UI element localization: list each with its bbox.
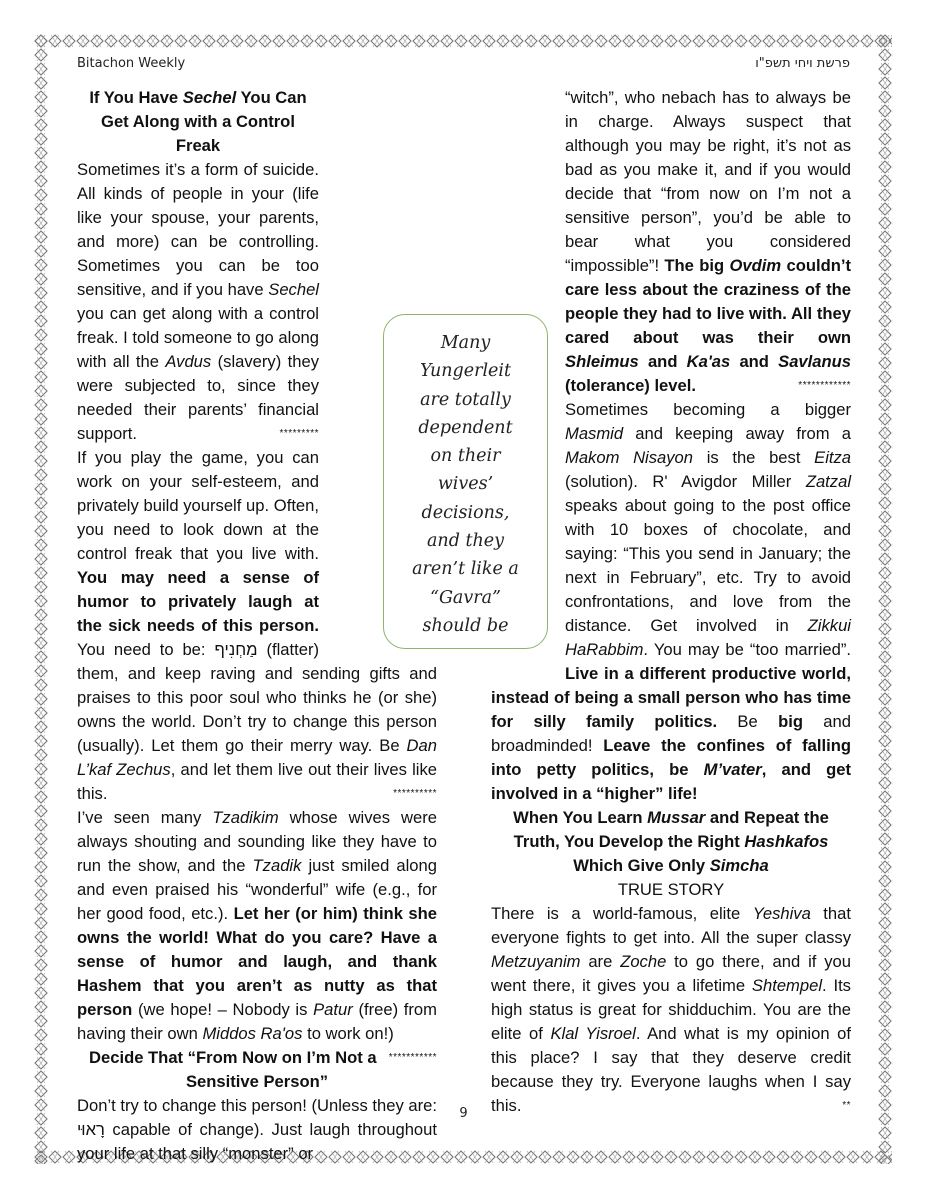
border-pattern-top <box>34 34 892 48</box>
callout-line: on their <box>430 446 501 467</box>
paragraph-intro: Sometimes it’s a form of suicide. All kinds of people in your (life like your spouse, your parents, and more) can be controlling. Sometimes you can be too sensitive, and if you have Sechel you can get along with a control freak. I told someone to go along with all the Avdus (slavery) they were subjected to, since they needed their parents’ financial support. ********* <box>77 158 437 446</box>
section-separator-stars: ************ <box>798 380 851 391</box>
callout-line: are totally <box>420 389 511 410</box>
section-separator-stars: ********* <box>279 428 319 439</box>
paragraph-witch: “witch”, who nebach has to always be in charge. Always suspect that although you may be right, it’s not as bad as you make it, and if you would decide that “from now on I’m not a sensitive person”, you’d be able to bear what you considered “impossible”! The big Ovdim couldn’t care less about the craziness of the people they had to live with. All they cared about was their own Shleimus and Ka'as and Savlanus (tolerance) level. ************ <box>491 86 851 398</box>
pull-quote-callout <box>383 314 548 649</box>
border-pattern-left <box>34 34 48 1164</box>
section-separator-stars: *********** <box>388 1052 437 1063</box>
publication-title: Bitachon Weekly <box>77 56 186 71</box>
callout-line: decisions, <box>421 502 510 523</box>
page-border-left <box>34 34 48 1164</box>
callout-line: Yungerleit <box>419 361 512 382</box>
paragraph-dont-change: Don’t try to change this person! (Unless they are: רָאוּי capable of change). Just laugh throughout your life at that silly “monster” or <box>77 1096 437 1163</box>
callout-line: wives’ <box>437 474 494 495</box>
callout-line: aren’t like a <box>412 559 519 580</box>
subheading-true-story: TRUE STORY <box>617 880 725 899</box>
parsha-title: פרשת ויחי תשפ"ו <box>755 56 850 71</box>
callout-line: Many <box>440 333 491 353</box>
paragraph-masmid: Sometimes becoming a bigger Masmid and keeping away from a Makom Nisayon is the best Eitza (solution). R' Avigdor Miller Zatzal speaks about going to the post office with 10 boxes of chocolate, and saying: “This you send in January; the next in February”, etc. Try to avoid confrontations, and love from the distance. Get involved in Zikkui HaRabbim. You may be “too married”. Live in a different productive world, instead of being a small person who has time for silly family politics. Be big and broadminded! Leave the confines of falling into petty politics, be M’vater, and get involved in a “higher” life! <box>491 400 852 803</box>
border-pattern-right <box>878 34 892 1164</box>
callout-line: should be <box>422 615 509 636</box>
section-separator-stars: ********** <box>393 788 437 799</box>
page-border-top <box>34 34 892 48</box>
callout-line: “Gavra” <box>430 587 501 608</box>
paragraph-play-the-game: If you play the game, you can work on your self-esteem, and privately build yourself up. Often, you need to look down at the control freak that you live with. You may need a sense of humor to privately laugh at the sick needs of this person. You need to be: מַחְנִיף (flatter) them, and keep raving and sending gifts and praises to this poor soul who thinks he (or she) owns the world. Don’t try to change this person (usually). Let them go their merry way. Be Dan L’kaf Zechus, and let them live out their lives like this. ********** <box>77 446 437 806</box>
callout-line: dependent <box>418 417 513 438</box>
paragraph-yeshiva: There is a world-famous, elite Yeshiva that everyone fights to get into. All the super classy Metzuyanim are Zoche to go there, and if you went there, it gives you a lifetime Shtempel. Its high status is great for shidduchim. You are the elite of Klal Yisroel. And what is my opinion of this place? I say that they deserve credit because they try. Everyone laughs when I say this. ** <box>491 902 851 1118</box>
hebrew-word-capable: רָאוּי <box>77 1120 105 1139</box>
page-number: 9 <box>459 1106 468 1121</box>
article-heading-not-sensitive: Decide That “From Now on I’m Not a Sensitive Person” <box>89 1048 377 1091</box>
section-separator-stars: ** <box>842 1100 851 1111</box>
article-heading-mussar: When You Learn Mussar and Repeat the Truth, You Develop the Right Hashkafos Which Give Only Simcha <box>513 808 829 875</box>
page-border-right <box>878 34 892 1164</box>
paragraph-tzadikim: I’ve seen many Tzadikim whose wives were always shouting and sounding like they have to run the show, and the Tzadik just smiled along and even praised his “wonderful” wife (e.g., for her good food, etc.). Let her (or him) think she owns the world! What do you care? Have a sense of humor and laugh, and thank Hashem that you aren’t as nutty as that person (we hope! – Nobody is Patur (free) from having their own Middos Ra'os to work on!) *********** <box>77 806 437 1046</box>
callout-line: and they <box>426 531 504 552</box>
hebrew-word-flatter: מַחְנִיף <box>214 640 258 659</box>
article-heading-control-freak: If You Have Sechel You Can Get Along with a Control Freak <box>89 88 307 155</box>
